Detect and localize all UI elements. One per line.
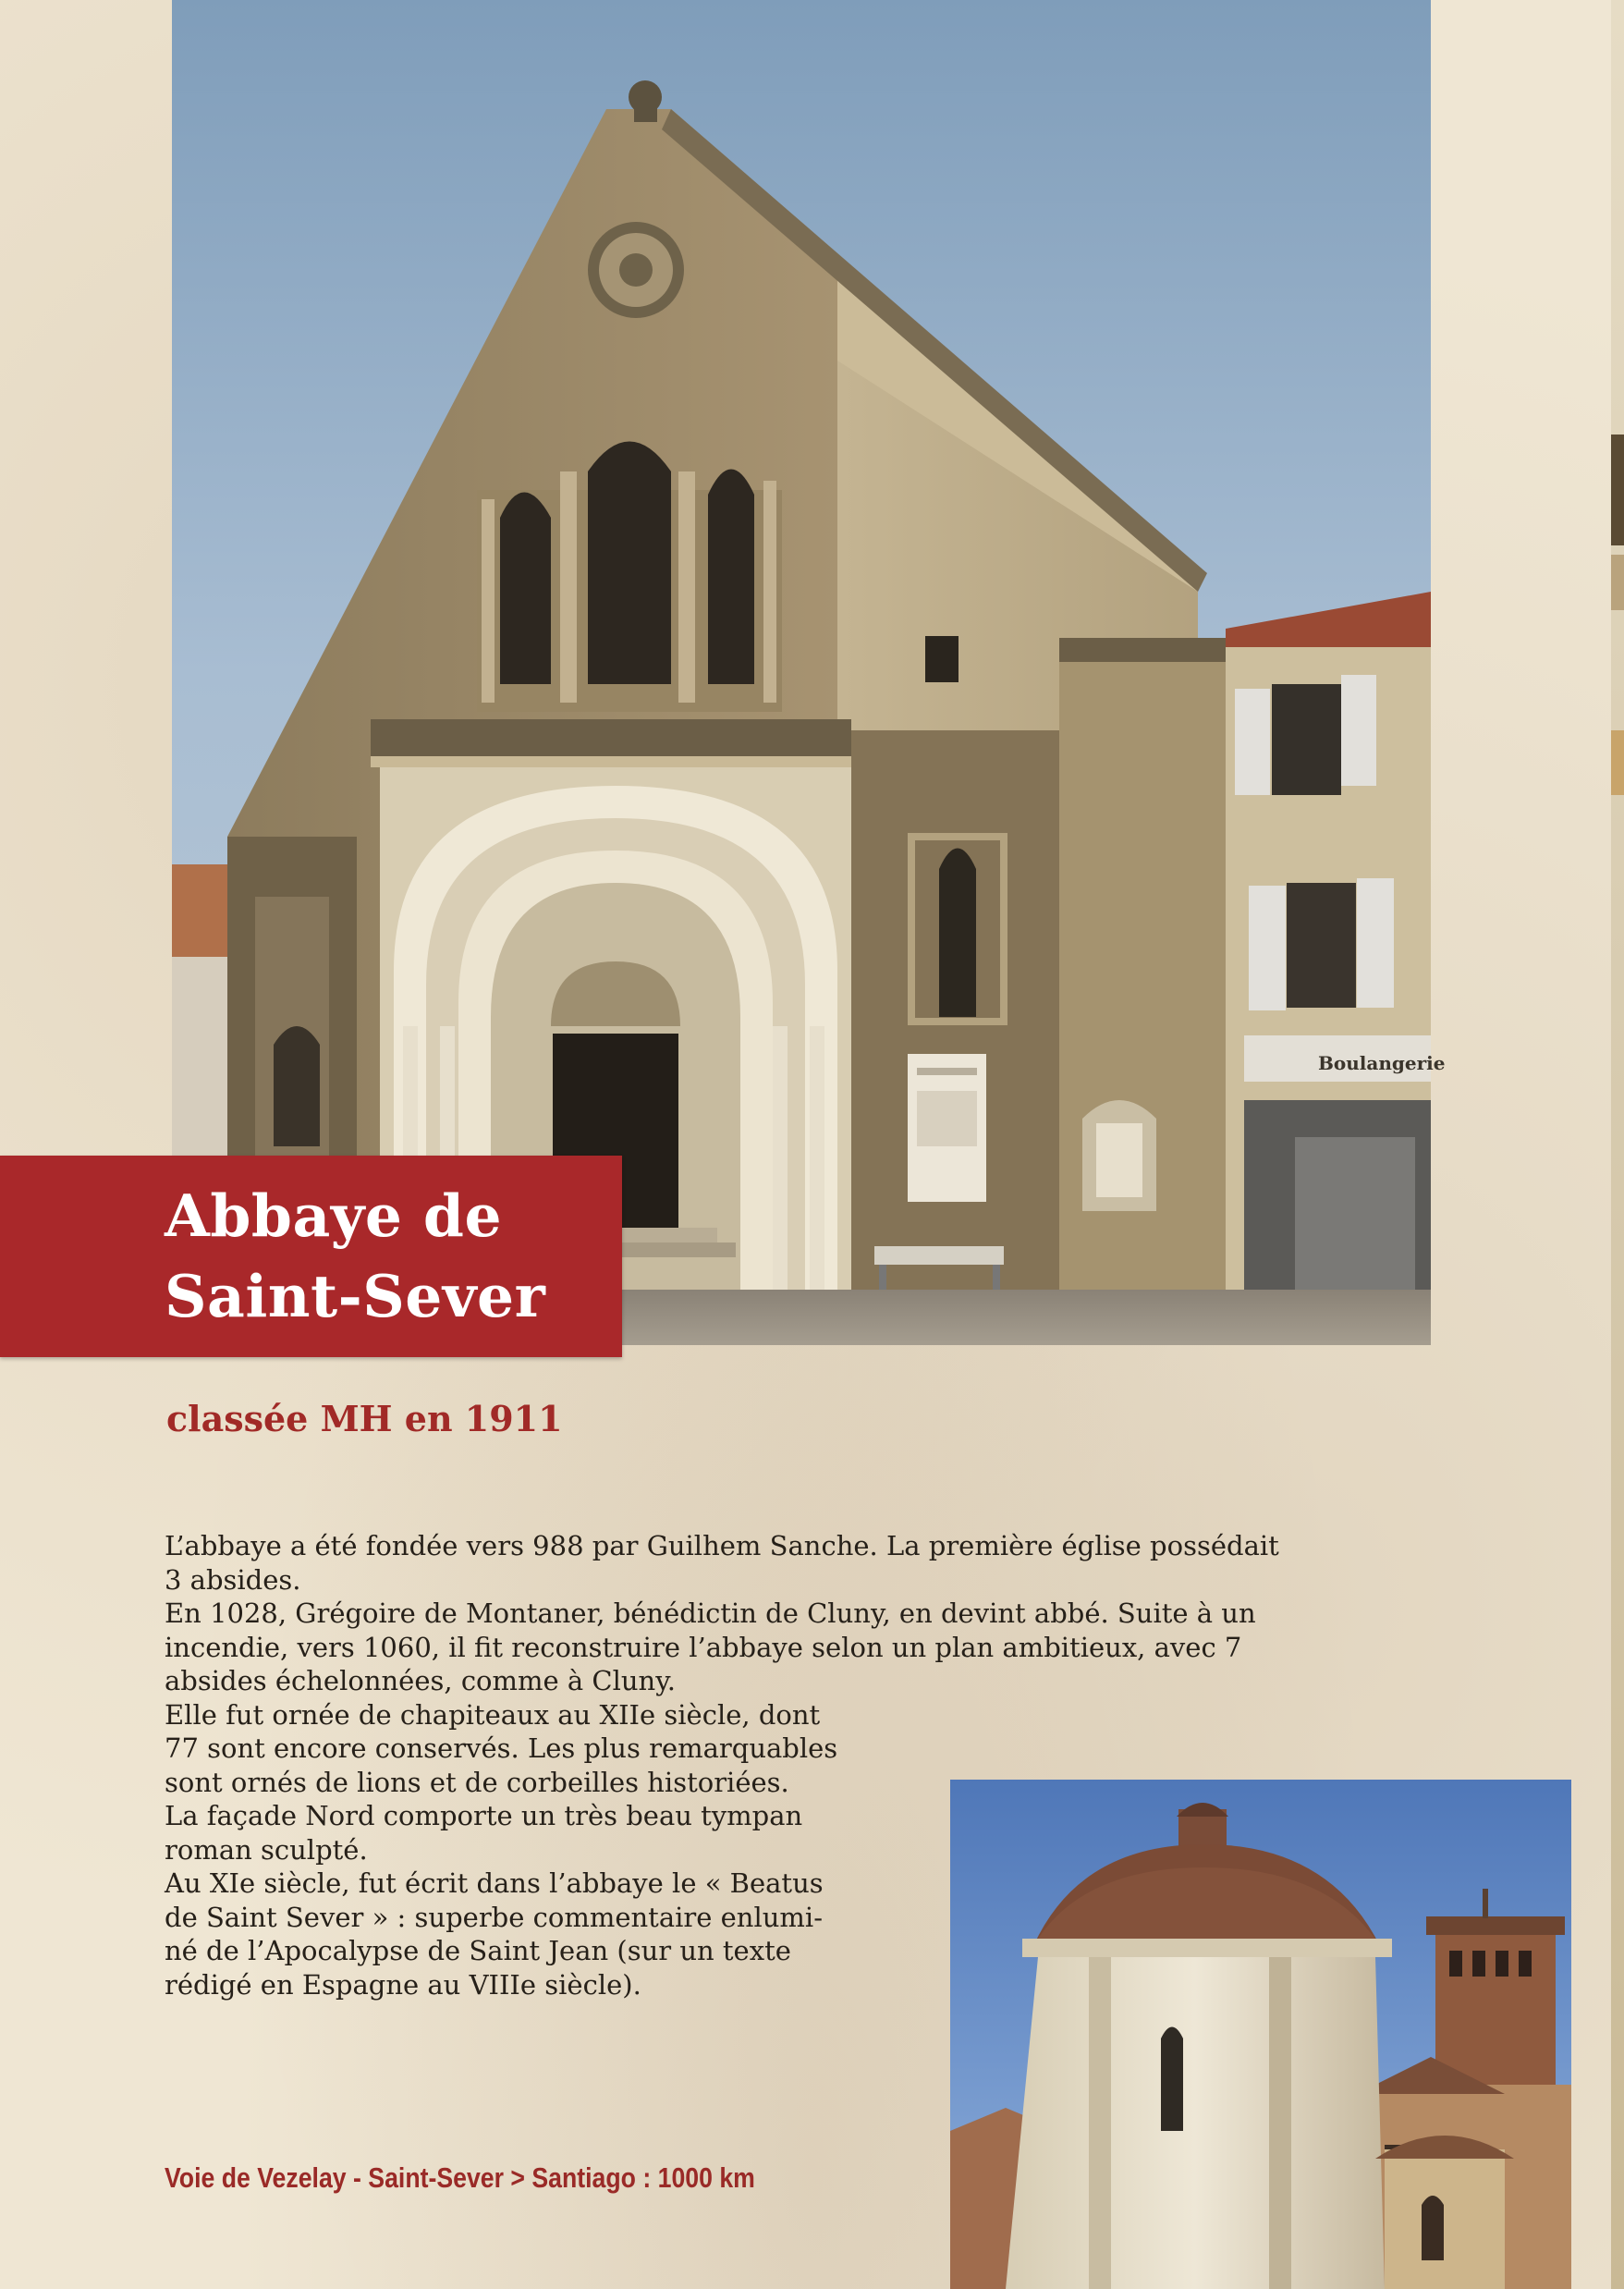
body-line: Elle fut ornée de chapiteaux au XIIe siècle, dont: [165, 1698, 821, 1731]
body-line: 77 sont encore conservés. Les plus remarquables: [165, 1732, 838, 1764]
abbey-apse-photo: [950, 1780, 1571, 2289]
body-line: En 1028, Grégoire de Montaner, bénédictin de Cluny, en devint abbé. Suite à un: [165, 1597, 1256, 1629]
page-edge-mark: [1611, 730, 1624, 795]
body-line: L’abbaye a été fondée vers 988 par Guilhem Sanche. La première église possédait: [165, 1530, 1279, 1561]
boulangerie-sign: Boulangerie: [1318, 1052, 1446, 1074]
body-line: sont ornés de lions et de corbeilles historiées.: [165, 1766, 789, 1798]
body-line: né de l’Apocalypse de Saint Jean (sur un texte: [165, 1935, 791, 1966]
body-line: La façade Nord comporte un très beau tympan: [165, 1800, 803, 1831]
body-line: Au XIe siècle, fut écrit dans l’abbaye le « Beatus: [165, 1867, 824, 1899]
abbey-facade-photo: [172, 0, 1446, 1345]
route-line: Voie de Vezelay - Saint-Sever > Santiago : 1000 km: [165, 2161, 755, 2194]
body-line: absides échelonnées, comme à Cluny.: [165, 1665, 676, 1696]
body-line: incendie, vers 1060, il fit reconstruire l’abbaye selon un plan ambitieux, avec 7: [165, 1631, 1242, 1663]
subtitle: classée MH en 1911: [166, 1398, 563, 1439]
page-title-line-2: Saint-Sever: [165, 1262, 546, 1330]
page-edge-mark: [1611, 555, 1624, 610]
body-line: 3 absides.: [165, 1563, 301, 1596]
body-line: de Saint Sever » : superbe commentaire enlumi-: [165, 1901, 823, 1933]
body-line: rédigé en Espagne au VIIIe siècle).: [165, 1968, 641, 2001]
body-line: roman sculpté.: [165, 1833, 368, 1866]
page-edge: [1611, 0, 1624, 2289]
page-title-line-1: Abbaye de: [165, 1181, 503, 1250]
page-edge-mark: [1611, 435, 1624, 545]
